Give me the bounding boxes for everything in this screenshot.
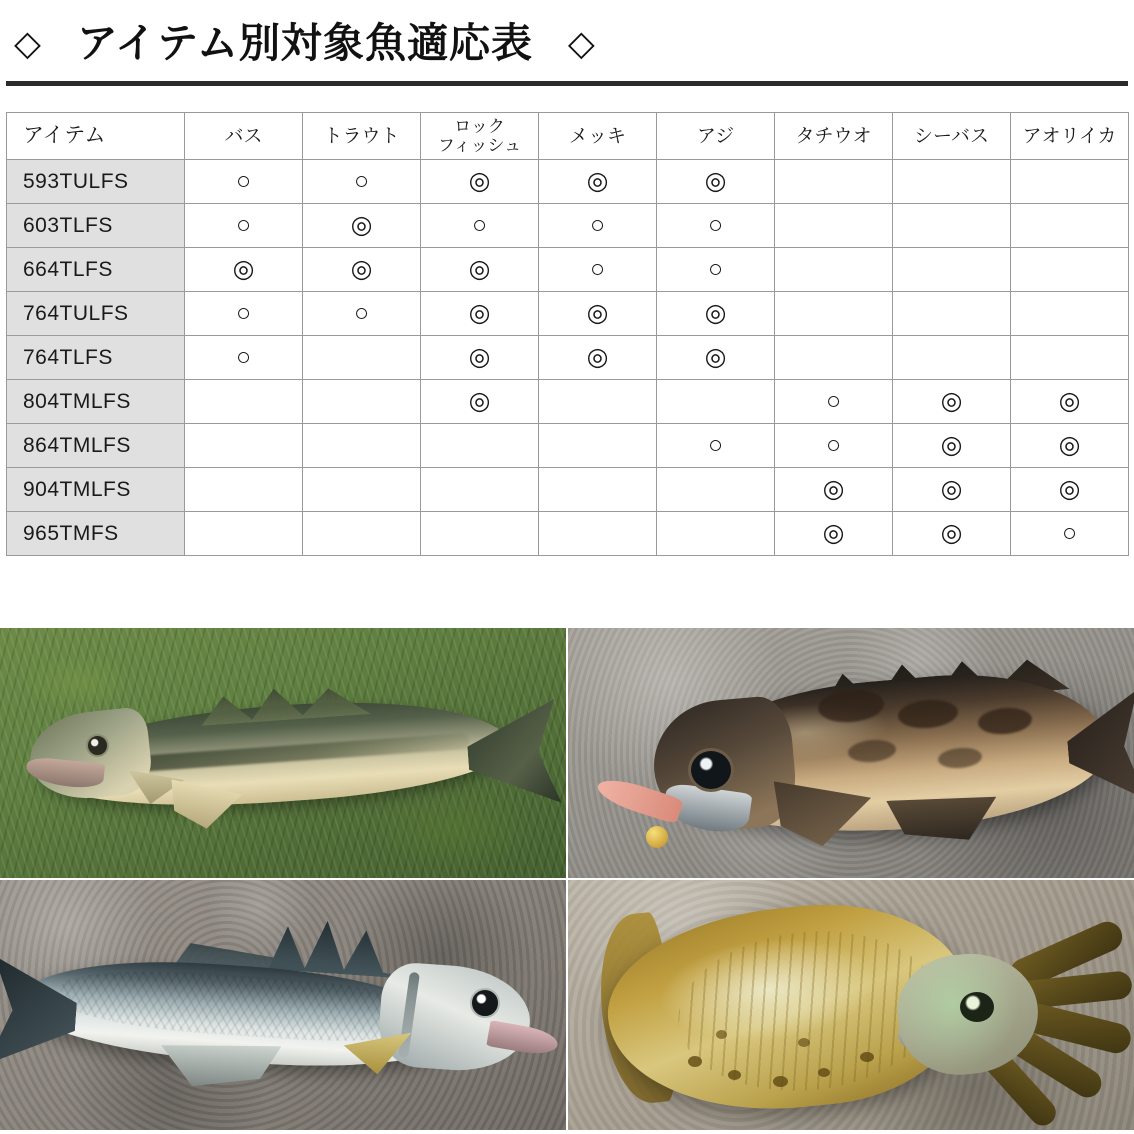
compat-cell	[539, 380, 657, 424]
table-row	[7, 336, 1129, 380]
table-row	[7, 380, 1129, 424]
compat-cell	[303, 160, 421, 204]
compat-cell	[893, 468, 1011, 512]
compat-cell	[303, 248, 421, 292]
compat-cell	[539, 160, 657, 204]
compat-cell	[185, 160, 303, 204]
compat-cell	[657, 512, 775, 556]
compat-cell	[775, 160, 893, 204]
compat-cell	[303, 424, 421, 468]
squid-eye	[960, 992, 994, 1022]
row-header-item: 904TMLFS	[7, 468, 185, 512]
rockfish-photo	[568, 628, 1134, 878]
compat-mark-double	[351, 213, 373, 238]
compat-mark-double	[705, 301, 727, 326]
squid-spot	[728, 1070, 741, 1080]
table-row	[7, 512, 1129, 556]
compat-cell	[1011, 204, 1129, 248]
compat-mark-double	[587, 169, 609, 194]
compat-cell	[303, 468, 421, 512]
compat-cell	[303, 512, 421, 556]
compat-cell	[657, 424, 775, 468]
compat-cell	[775, 380, 893, 424]
squid-spot	[860, 1052, 874, 1062]
compat-cell	[539, 204, 657, 248]
bass-tail-fin	[464, 699, 561, 809]
compat-cell	[421, 468, 539, 512]
compat-mark-single	[1062, 521, 1077, 546]
compat-cell	[185, 292, 303, 336]
compat-mark-double	[941, 389, 963, 414]
column-header-bass: バス	[185, 113, 303, 160]
column-header-trout: トラウト	[303, 113, 421, 160]
seabass-dorsal-fin	[268, 911, 412, 979]
compat-mark-double	[941, 433, 963, 458]
compat-cell	[539, 292, 657, 336]
compat-cell	[775, 248, 893, 292]
compat-mark-single	[590, 213, 605, 238]
compat-mark-double	[1059, 389, 1081, 414]
seabass-eye	[470, 988, 500, 1018]
compat-cell	[303, 292, 421, 336]
compat-mark-single	[236, 169, 251, 194]
compat-cell	[893, 160, 1011, 204]
column-header-rockfish	[421, 113, 539, 160]
compat-cell	[185, 468, 303, 512]
compat-mark-double	[1059, 433, 1081, 458]
compat-cell	[1011, 336, 1129, 380]
compat-cell	[421, 204, 539, 248]
compat-mark-double	[351, 257, 373, 282]
compat-cell	[303, 204, 421, 248]
compat-cell	[539, 424, 657, 468]
compat-cell	[657, 160, 775, 204]
compat-mark-double	[469, 257, 491, 282]
bass-eye	[86, 734, 109, 757]
compat-cell	[657, 292, 775, 336]
compat-mark-double	[941, 477, 963, 502]
table-row	[7, 248, 1129, 292]
seabass-photo	[0, 880, 566, 1130]
compat-cell	[1011, 512, 1129, 556]
compat-cell	[657, 248, 775, 292]
compat-cell	[421, 380, 539, 424]
compat-mark-single	[236, 345, 251, 370]
compat-mark-double	[1059, 477, 1081, 502]
compat-cell	[185, 204, 303, 248]
compatibility-table-wrap	[6, 112, 1128, 556]
compat-cell	[893, 424, 1011, 468]
compat-mark-double	[823, 521, 845, 546]
compat-cell	[775, 512, 893, 556]
compat-mark-double	[941, 521, 963, 546]
table-row	[7, 160, 1129, 204]
squid-spot	[773, 1076, 788, 1087]
compat-cell	[1011, 160, 1129, 204]
compat-cell	[185, 248, 303, 292]
column-header-aoriika: アオリイカ	[1011, 113, 1129, 160]
compat-cell	[539, 468, 657, 512]
compat-cell	[421, 336, 539, 380]
compat-cell	[657, 380, 775, 424]
compat-cell	[657, 204, 775, 248]
compat-cell	[539, 512, 657, 556]
compat-mark-double	[469, 169, 491, 194]
squid-spot	[688, 1056, 702, 1067]
row-header-item: 965TMFS	[7, 512, 185, 556]
compat-cell	[539, 248, 657, 292]
compat-cell	[421, 424, 539, 468]
compat-cell	[893, 512, 1011, 556]
squid-spot	[798, 1038, 810, 1047]
compat-cell	[893, 204, 1011, 248]
column-header-mekki: メッキ	[539, 113, 657, 160]
compat-cell	[185, 424, 303, 468]
squid-spot	[716, 1030, 727, 1039]
row-header-item: 593TULFS	[7, 160, 185, 204]
seabass-head-shape	[377, 961, 534, 1075]
right-diamond-icon: ◇	[567, 24, 596, 63]
compat-mark-single	[236, 301, 251, 326]
compat-mark-double	[587, 345, 609, 370]
row-header-item: 804TMLFS	[7, 380, 185, 424]
table-row	[7, 292, 1129, 336]
compat-cell	[421, 160, 539, 204]
compat-mark-single	[590, 257, 605, 282]
column-header-tachiuo: タチウオ	[775, 113, 893, 160]
compat-cell	[185, 336, 303, 380]
compat-cell	[539, 336, 657, 380]
compat-cell	[893, 336, 1011, 380]
row-header-item: 603TLFS	[7, 204, 185, 248]
compat-cell	[775, 336, 893, 380]
column-header-rockfish-line2: フィッシュ	[437, 136, 522, 156]
compat-mark-double	[469, 301, 491, 326]
compat-mark-double	[705, 345, 727, 370]
row-header-item: 864TMLFS	[7, 424, 185, 468]
compat-cell	[1011, 468, 1129, 512]
compat-mark-single	[708, 257, 723, 282]
table-row	[7, 468, 1129, 512]
compat-cell	[893, 248, 1011, 292]
compat-mark-double	[587, 301, 609, 326]
compat-cell	[775, 292, 893, 336]
title-divider	[6, 81, 1128, 86]
compat-cell	[303, 336, 421, 380]
table-head	[7, 113, 1129, 160]
compat-cell	[657, 336, 775, 380]
compat-mark-single	[472, 213, 487, 238]
column-header-rockfish-line1: ロック	[454, 116, 505, 136]
compat-mark-single	[826, 433, 841, 458]
compat-mark-single	[708, 213, 723, 238]
left-diamond-icon: ◇	[14, 24, 42, 63]
compat-cell	[185, 380, 303, 424]
compat-cell	[775, 204, 893, 248]
compat-mark-double	[233, 257, 255, 282]
row-header-item: 664TLFS	[7, 248, 185, 292]
compat-mark-single	[354, 301, 369, 326]
compat-cell	[775, 468, 893, 512]
page-title	[14, 18, 1134, 69]
page-header	[0, 0, 1134, 69]
column-header-aji: アジ	[657, 113, 775, 160]
compat-cell	[421, 512, 539, 556]
compat-cell	[421, 292, 539, 336]
photo-grid	[0, 628, 1134, 1134]
column-header-seabass: シーバス	[893, 113, 1011, 160]
compat-cell	[1011, 292, 1129, 336]
table-row	[7, 424, 1129, 468]
rockfish-eye	[688, 748, 734, 792]
compat-cell	[1011, 248, 1129, 292]
squid-photo	[568, 880, 1134, 1130]
squid-spot	[818, 1068, 830, 1077]
row-header-item: 764TULFS	[7, 292, 185, 336]
compatibility-table	[6, 112, 1129, 556]
table-body	[7, 160, 1129, 556]
column-header-item: アイテム	[7, 113, 185, 160]
compat-cell	[893, 380, 1011, 424]
table-row	[7, 204, 1129, 248]
bass-photo	[0, 628, 566, 878]
compat-mark-double	[469, 389, 491, 414]
compat-mark-double	[705, 169, 727, 194]
compat-mark-single	[708, 433, 723, 458]
compat-mark-single	[354, 169, 369, 194]
compat-cell	[303, 380, 421, 424]
jig-head	[646, 826, 668, 848]
compat-mark-single	[236, 213, 251, 238]
compat-cell	[185, 512, 303, 556]
table-header-row	[7, 113, 1129, 160]
compat-mark-single	[826, 389, 841, 414]
compat-cell	[421, 248, 539, 292]
compat-cell	[1011, 424, 1129, 468]
row-header-item: 764TLFS	[7, 336, 185, 380]
compat-mark-double	[823, 477, 845, 502]
compat-mark-double	[469, 345, 491, 370]
compat-cell	[1011, 380, 1129, 424]
compat-cell	[893, 292, 1011, 336]
page-title-text: アイテム別対象魚適応表	[76, 20, 533, 66]
bass-head-shape	[26, 706, 154, 804]
compat-cell	[657, 468, 775, 512]
compat-cell	[775, 424, 893, 468]
